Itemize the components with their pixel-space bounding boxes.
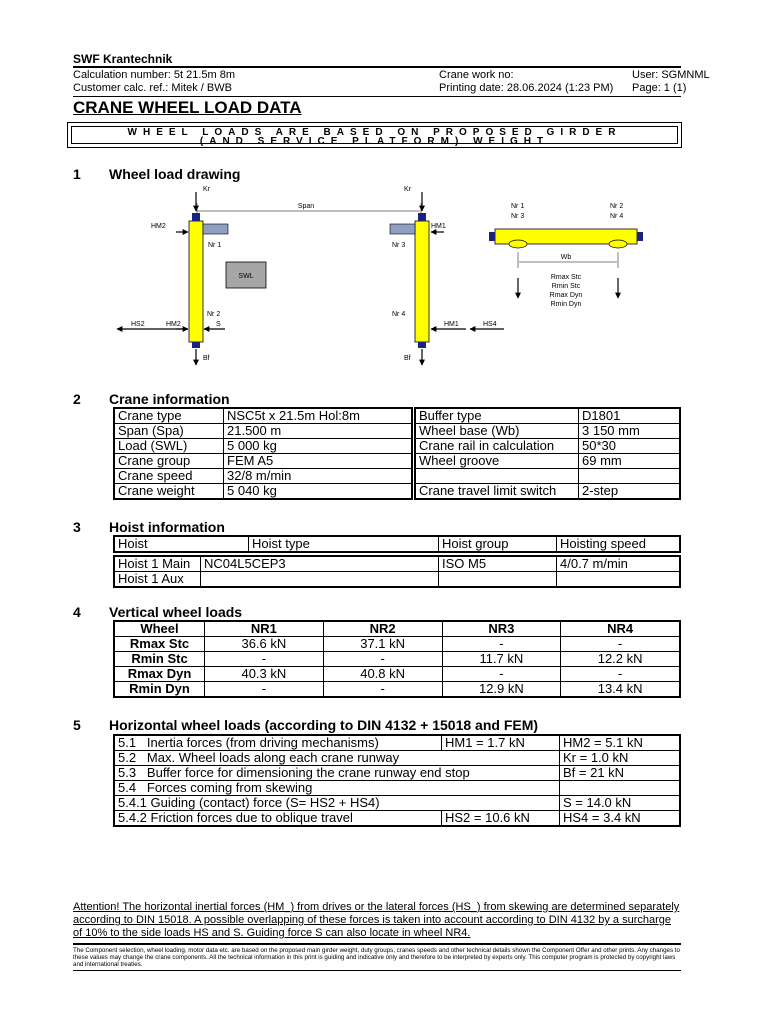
vertical-wheel-loads-table xyxy=(114,621,680,697)
hs4-label: HS4 xyxy=(483,321,497,328)
kr-label-left: Kr xyxy=(203,186,210,193)
table-row: Crane rail in calculation 50*30 xyxy=(416,439,680,454)
bf-label-left: Bf xyxy=(203,355,210,362)
section-4-title: Vertical wheel loads xyxy=(109,604,243,620)
table-row: Crane weight 5 040 kg xyxy=(115,484,412,499)
table-row: Rmin Dyn - - 12.9 kN 13.4 kN xyxy=(115,682,680,697)
span-label: Span xyxy=(297,203,315,210)
disclaimer-fineprint: The Component selection, wheel loading, motor data etc. are based on the proposed main girder weight, duty groups, cranes speeds and other technical details shown the Component Offer and other prints. Any changes to these values may change the crane components. All the technical information in this print is guiding and indicative only and therefore to be interpreted by experts only. This computer program is protected by copyright laws and international treaties. xyxy=(73,947,680,968)
side-nr2: Nr 2 xyxy=(610,203,624,210)
left-column xyxy=(189,221,203,342)
swl-label: SWL xyxy=(238,273,254,280)
user: User: SGMNML xyxy=(632,69,710,81)
wheel-nr3 xyxy=(418,213,426,221)
side-nr4: Nr 4 xyxy=(610,213,624,220)
table-row: Wheel base (Wb) 3 150 mm xyxy=(416,424,680,439)
table-row xyxy=(416,469,680,484)
table-row: Rmax Dyn 40.3 kN 40.8 kN - - xyxy=(115,667,680,682)
nr2-label: Nr 2 xyxy=(207,311,221,318)
company-name: SWF Krantechnik xyxy=(73,52,173,66)
right-end-beam xyxy=(390,224,415,234)
side-rmax-dyn: Rmax Dyn xyxy=(549,292,583,299)
table-row: 5.2 Max. Wheel loads along each crane runway Kr = 1.0 kN xyxy=(115,751,680,766)
section-1-title: Wheel load drawing xyxy=(109,166,241,182)
hoist-info-table xyxy=(114,556,680,587)
right-column xyxy=(415,221,429,342)
table-row: Rmin Stc - - 11.7 kN 12.2 kN xyxy=(115,652,680,667)
section-2-title: Crane information xyxy=(109,391,230,407)
section-2-number: 2 xyxy=(73,391,81,407)
section-3-title: Hoist information xyxy=(109,519,225,535)
section-5-number: 5 xyxy=(73,717,81,733)
table-row: 5.1 Inertia forces (from driving mechanisms) HM1 = 1.7 kN HM2 = 5.1 kN xyxy=(115,736,680,751)
crane-info-right-table xyxy=(415,408,680,499)
side-rmin-dyn: Rmin Dyn xyxy=(550,301,582,308)
section-5-title: Horizontal wheel loads (according to DIN 4132 + 15018 and FEM) xyxy=(109,717,539,733)
wb-label: Wb xyxy=(560,254,572,261)
nr4-label: Nr 4 xyxy=(392,311,406,318)
hm1-label-bottom: HM1 xyxy=(444,321,459,328)
side-rmin-stc: Rmin Stc xyxy=(551,283,581,290)
wheel-load-drawing xyxy=(0,0,768,380)
bf-label-right: Bf xyxy=(404,355,411,362)
page-title: CRANE WHEEL LOAD DATA xyxy=(73,98,302,117)
table-row: Crane travel limit switch 2-step xyxy=(416,484,680,499)
s-label: S xyxy=(216,321,221,328)
table-row: Buffer type D1801 xyxy=(416,409,680,424)
table-row: Span (Spa) 21.500 m xyxy=(115,424,412,439)
table-row: Crane type NSC5t x 21.5m Hol:8m xyxy=(115,409,412,424)
table-row: Rmax Stc 36.6 kN 37.1 kN - - xyxy=(115,637,680,652)
table-row: Crane group FEM A5 xyxy=(115,454,412,469)
table-row: 5.4.1 Guiding (contact) force (S= HS2 + HS4) S = 14.0 kN xyxy=(115,796,680,811)
table-row: Crane speed 32/8 m/min xyxy=(115,469,412,484)
attention-note: Attention! The horizontal inertial forces (HM_) from drives or the lateral forces (HS_) from skewing are determined separately according to DIN 15018. A possible overlapping of these forces is taken into account according to DIN 4132 by a surcharge of 10% to the side loads HS and S. Guiding force S can also locate in wheel NR4. xyxy=(73,901,680,939)
footer-rule-bottom xyxy=(73,970,681,971)
left-end-beam xyxy=(203,224,228,234)
notice-line-1: WHEEL LOADS ARE BASED ON PROPOSED GIRDER xyxy=(127,127,622,138)
table-row: 5.3 Buffer force for dimensioning the crane runway end stop Bf = 21 kN xyxy=(115,766,680,781)
table-row: Hoist 1 Main NC04L5CEP3 ISO M5 4/0.7 m/min xyxy=(115,557,680,572)
nr1-label: Nr 1 xyxy=(208,242,222,249)
side-nr3: Nr 3 xyxy=(511,213,525,220)
hm1-label-top: HM1 xyxy=(431,223,446,230)
table-row: 5.4 Forces coming from skewing xyxy=(115,781,680,796)
hoist-header-table xyxy=(114,536,680,552)
side-wheel-right xyxy=(609,240,627,248)
footer-rule xyxy=(73,943,681,945)
side-wheel-left xyxy=(509,240,527,248)
hm2-label-top: HM2 xyxy=(151,223,166,230)
table-header-row: Wheel NR1 NR2 NR3 NR4 xyxy=(115,622,680,637)
horizontal-wheel-loads-table xyxy=(114,735,680,826)
customer-ref: Customer calc. ref.: Mitek / BWB xyxy=(73,82,232,94)
kr-label-right: Kr xyxy=(404,186,411,193)
nr3-label: Nr 3 xyxy=(392,242,406,249)
hm2-label-bottom: HM2 xyxy=(166,321,181,328)
table-row: Wheel groove 69 mm xyxy=(416,454,680,469)
hs2-label: HS2 xyxy=(131,321,145,328)
table-header-row: Hoist Hoist type Hoist group Hoisting speed xyxy=(115,537,680,552)
section-4-number: 4 xyxy=(73,604,81,620)
notice-line-2: (AND SERVICE PLATFORM) WEIGHT xyxy=(199,136,550,147)
wheel-nr2 xyxy=(192,342,200,348)
crane-info-left-table xyxy=(114,408,412,499)
section-3-number: 3 xyxy=(73,519,81,535)
table-row: Hoist 1 Aux xyxy=(115,572,680,587)
crane-work-no: Crane work no: xyxy=(439,69,514,81)
wheel-nr1 xyxy=(192,213,200,221)
table-row: Load (SWL) 5 000 kg xyxy=(115,439,412,454)
side-rmax-stc: Rmax Stc xyxy=(550,274,582,281)
printing-date: Printing date: 28.06.2024 (1:23 PM) xyxy=(439,82,614,94)
table-row: 5.4.2 Friction forces due to oblique travel HS2 = 10.6 kN HS4 = 3.4 kN xyxy=(115,811,680,826)
side-nr1: Nr 1 xyxy=(511,203,525,210)
page-number: Page: 1 (1) xyxy=(632,82,687,94)
calc-number: Calculation number: 5t 21.5m 8m xyxy=(73,69,236,81)
section-1-number: 1 xyxy=(73,166,81,182)
wheel-nr4 xyxy=(418,342,426,348)
